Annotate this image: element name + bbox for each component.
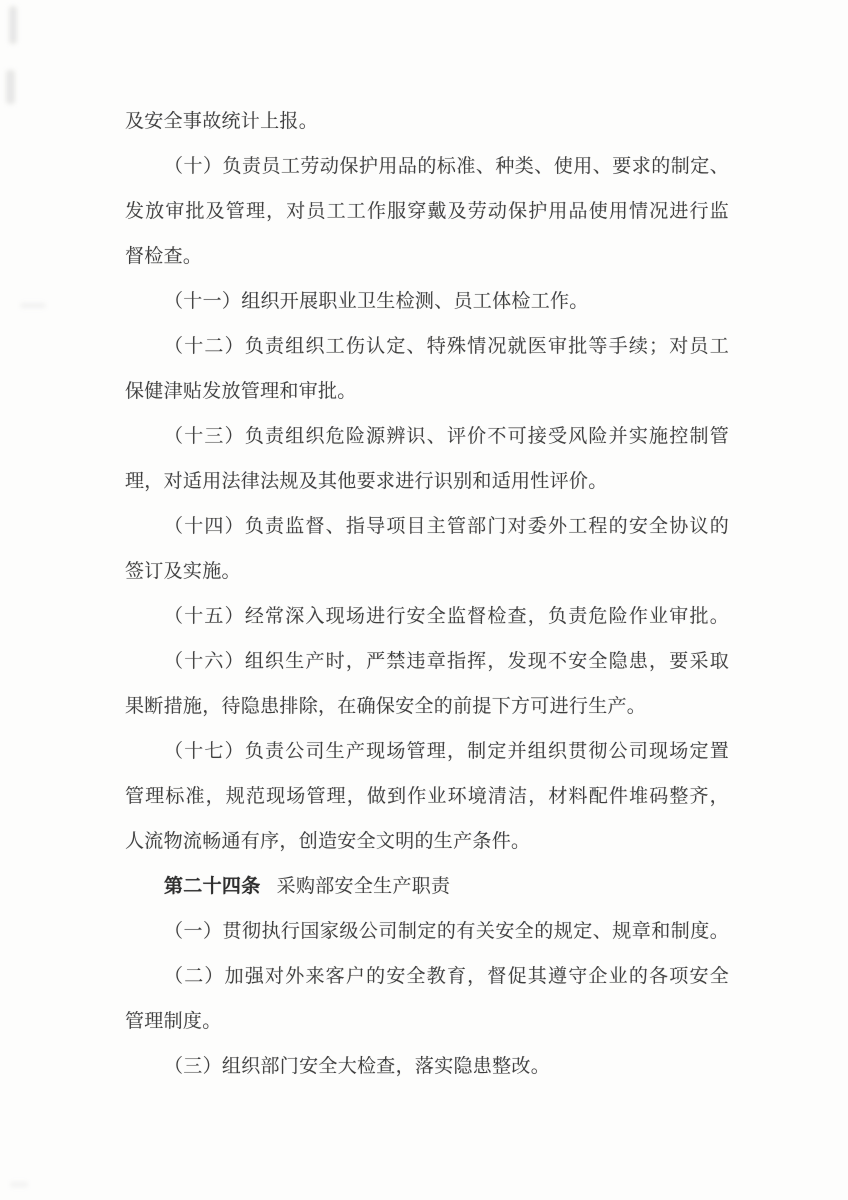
text-line: （十五）经常深入现场进行安全监督检查，负责危险作业审批。	[164, 606, 729, 627]
text-line: （十七）负责公司生产现场管理，制定并组织贯彻公司现场定置	[164, 741, 729, 762]
article-title: 采购部安全生产职责	[276, 876, 451, 897]
text-line: 发放审批及管理，对员工工作服穿戴及劳动保护用品使用情况进行监	[125, 201, 729, 222]
text-line: 签订及实施。	[125, 561, 241, 582]
text-line: （十三）负责组织危险源辨识、评价不可接受风险并实施控制管	[164, 426, 729, 447]
scan-artifact	[9, 6, 17, 44]
scan-artifact	[10, 1182, 28, 1187]
text-line: 督检查。	[125, 246, 203, 267]
text-line: （三）组织部门安全大检查，落实隐患整改。	[164, 1056, 551, 1077]
text-line: （十一）组织开展职业卫生检测、员工体检工作。	[164, 291, 589, 312]
text-line: （二）加强对外来客户的安全教育，督促其遵守企业的各项安全	[164, 966, 729, 987]
text-line: 果断措施，待隐患排除，在确保安全的前提下方可进行生产。	[125, 696, 647, 717]
text-line: 管理标准，规范现场管理，做到作业环境清洁，材料配件堆码整齐，	[125, 786, 729, 807]
text-line: （十）负责员工劳动保护用品的标准、种类、使用、要求的制定、	[164, 156, 729, 177]
scan-artifact	[6, 70, 15, 104]
text-line: 理，对适用法律法规及其他要求进行识别和适用性评价。	[125, 471, 608, 492]
text-line: 保健津贴发放管理和审批。	[125, 381, 357, 402]
text-line: （十六）组织生产时，严禁违章指挥，发现不安全隐患，要采取	[164, 651, 729, 672]
scan-artifact	[20, 303, 46, 308]
text-line: 管理制度。	[125, 1011, 222, 1032]
text-line: （一）贯彻执行国家级公司制定的有关安全的规定、规章和制度。	[164, 921, 729, 942]
article-heading-line	[125, 864, 729, 909]
text-line: 人流物流畅通有序，创造安全文明的生产条件。	[125, 831, 531, 852]
document-text	[125, 0, 729, 1200]
text-line: （十四）负责监督、指导项目主管部门对委外工程的安全协议的	[164, 516, 729, 537]
article-number: 第二十四条	[164, 876, 261, 897]
text-line: （十二）负责组织工伤认定、特殊情况就医审批等手续；对员工	[164, 336, 729, 357]
text-line: 及安全事故统计上报。	[125, 111, 319, 132]
